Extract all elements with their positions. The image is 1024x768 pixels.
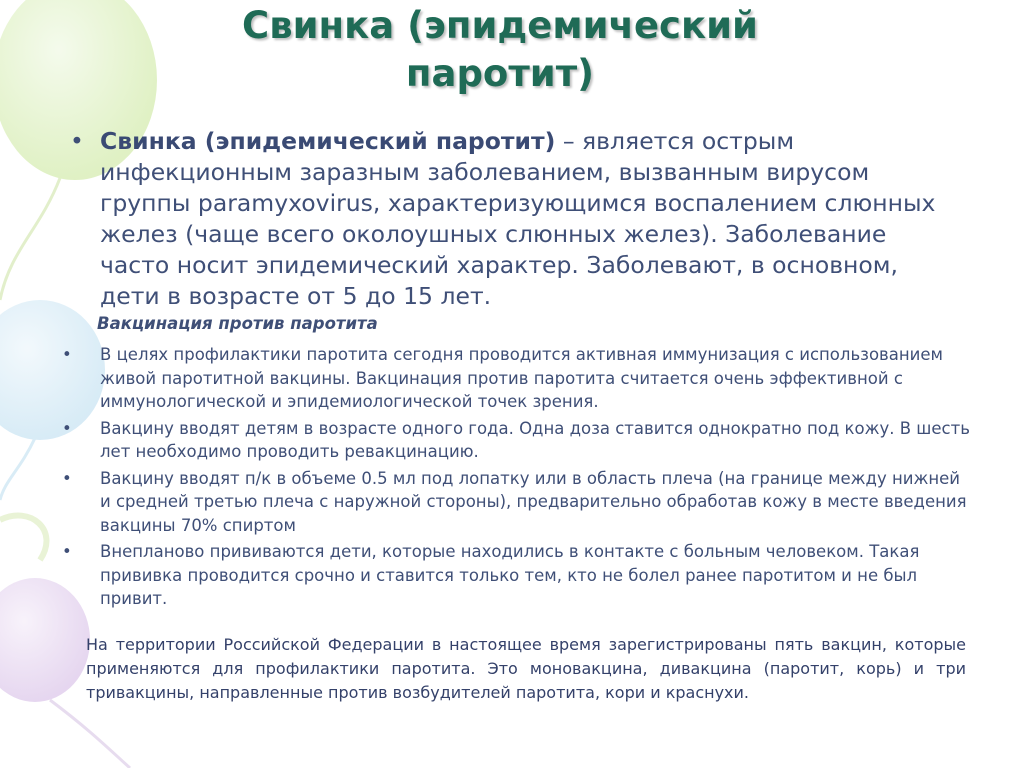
definition-bullet: • — [70, 127, 84, 155]
list-item-text: В целях профилактики паротита сегодня проводится активная иммунизация с использованием живой паротитной вакцины. Вакцинация против паротита считается очень эффективной с иммунологической и эпидемиологической точек зрения. — [100, 345, 943, 411]
blue-balloon-string — [0, 438, 35, 500]
list-bullet: • — [62, 418, 72, 438]
list-item — [60, 343, 970, 414]
green-balloon-string — [0, 178, 60, 300]
list-bullet: • — [62, 468, 72, 488]
list-item — [60, 540, 970, 611]
list-item — [60, 467, 970, 538]
slide-title: Свинка (эпидемический паротит) — [242, 4, 758, 95]
list-item-text: Внепланово прививаются дети, которые находились в контакте с больным человеком. Такая прививка проводится срочно и ставится только тем, кто не болел ранее паротитом и не был привит. — [100, 542, 920, 608]
violet-balloon-string — [50, 700, 130, 768]
definition-body: – является острым инфекционным заразным заболеванием, вызванным вирусом группы paramyxovirus, характеризующимся воспалением слюнных желез (чаще всего околоушных слюнных желез). Заболевание часто носит эпидемический характер. Заболевают, в основном, дети в возрасте от 5 до 15 лет. — [100, 127, 936, 310]
green-swirl — [0, 516, 46, 560]
list-bullet: • — [62, 542, 72, 561]
vaccination-list — [60, 343, 970, 614]
list-item-text: Вакцину вводят детям в возрасте одного года. Одна доза ставится однократно под кожу. В шесть лет необходимо проводить ревакцинацию. — [100, 418, 970, 461]
list-item — [60, 417, 970, 464]
list-item-text: Вакцину вводят п/к в объеме 0.5 мл под лопатку или в область плеча (на границе между нижней и средней третью плеча с наружной стороны), предварительно обработав кожу в месте введения вакцины 70% спиртом — [100, 468, 967, 535]
vaccination-heading: Вакцинация против паротита — [97, 314, 378, 333]
definition-term: Свинка (эпидемический паротит) — [100, 127, 556, 155]
vaccines-note: На территории Российской Федерации в настоящее время зарегистрированы пять вакцин, которые применяются для профилактики паротита. Это моновакцина, дивакцина (паротит, корь) и три тривакцины, направленные против возбудителей паротита, кори и краснухи. — [86, 635, 966, 702]
list-bullet: • — [62, 345, 72, 364]
definition-text — [100, 126, 960, 312]
